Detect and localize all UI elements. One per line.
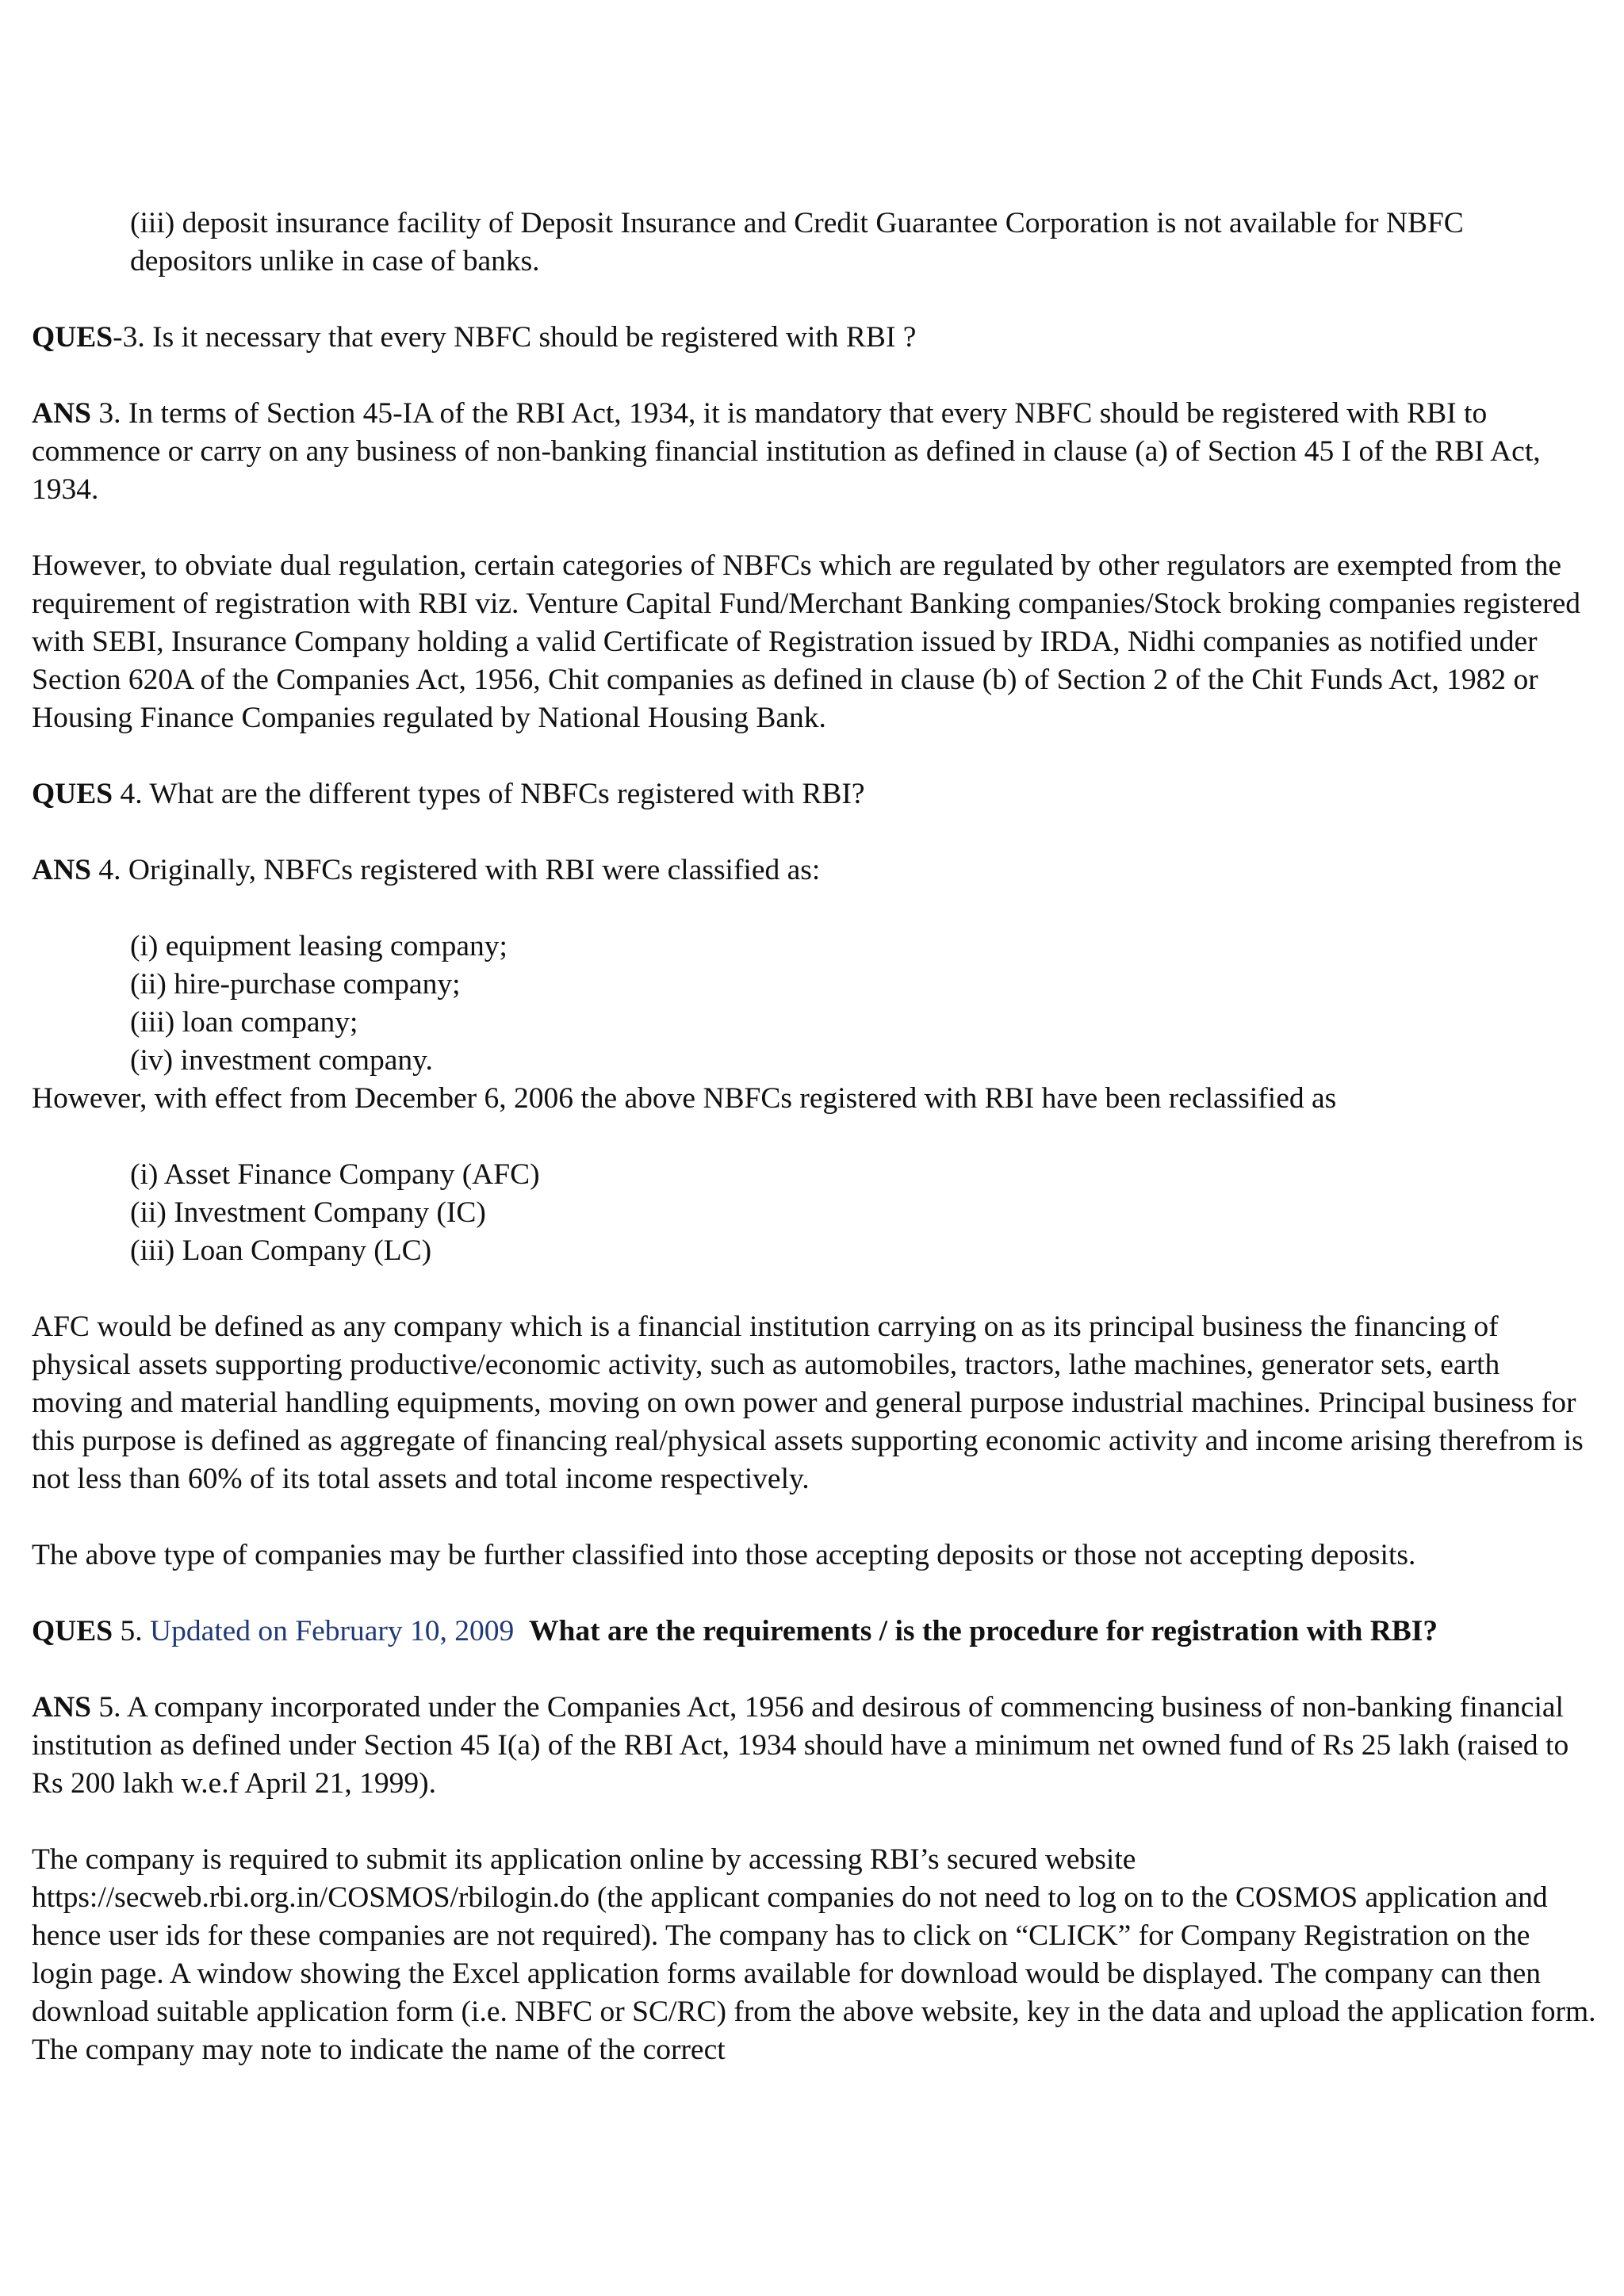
question-5 xyxy=(32,1613,1598,1651)
question-3 xyxy=(32,319,1598,357)
intro-list-item: (iii) deposit insurance facility of Deposit Insurance and Credit Guarantee Corporation is not available for NBFC depositors unlike in case of banks. xyxy=(130,207,1464,277)
answer-5-paragraph-2: The company is required to submit its application online by accessing RBI’s secured website https://secweb.rbi.org.in/COSMOS/rbilogin.do (the applicant companies do not need to log on to the COSMOS application and hence user ids for these companies are not required). The company has to click on “CLICK” for Company Registration on the login page. A window showing the Excel application forms available for download would be displayed. The company can then download suitable application form (i.e. NBFC or SC/RC) from the above website, key in the data and upload the application form. The company may note to indicate the name of the correct xyxy=(32,1843,1596,2066)
question-text: 4. What are the different types of NBFCs registered with RBI? xyxy=(113,778,865,810)
answer-3 xyxy=(32,395,1598,509)
question-4 xyxy=(32,775,1598,813)
question-number: 5. xyxy=(113,1615,150,1647)
list-item: (ii) Investment Company (IC) xyxy=(130,1196,486,1229)
list-item: (iv) investment company. xyxy=(130,1044,433,1077)
question-label: QUES xyxy=(32,1615,113,1647)
answer-text: 3. In terms of Section 45-IA of the RBI Act, 1934, it is mandatory that every NBFC should be registered with RBI to commence or carry on any business of non-banking financial institution as defined in clause (a) of Section 45 I of the RBI Act, 1934. xyxy=(32,397,1541,506)
answer-3-paragraph-2: However, to obviate dual regulation, certain categories of NBFCs which are regulated by other regulators are exempted from the requirement of registration with RBI viz. Venture Capital Fund/Merchant Banking companies/Stock broking companies registered with SEBI, Insurance Company holding a valid Certificate of Registration issued by IRDA, Nidhi companies as notified under Section 620A of the Companies Act, 1956, Chit companies as defined in clause (b) of Section 2 of the Chit Funds Act, 1982 or Housing Finance Companies regulated by National Housing Bank. xyxy=(32,549,1581,734)
afc-definition: AFC would be defined as any company which is a financial institution carrying on as its principal business the financing of physical assets supporting productive/economic activity, such as automobiles, tractors, lathe machines, generator sets, earth moving and material handling equipments, moving on own power and general purpose industrial machines. Principal business for this purpose is defined as aggregate of financing real/physical assets supporting economic activity and income arising therefrom is not less than 60% of its total assets and total income respectively. xyxy=(32,1311,1584,1495)
reclassification-text: However, with effect from December 6, 2006 the above NBFCs registered with RBI have been reclassified as xyxy=(32,1082,1337,1115)
question-label: QUES xyxy=(32,321,113,354)
answer-label: ANS xyxy=(32,397,92,430)
classification-note: The above type of companies may be further classified into those accepting deposits or those not accepting deposits. xyxy=(32,1539,1416,1571)
updated-note: Updated on February 10, 2009 xyxy=(150,1615,515,1647)
answer-text: 5. A company incorporated under the Companies Act, 1956 and desirous of commencing business of non-banking financial institution as defined under Section 45 I(a) of the RBI Act, 1934 should have a minimum net owned fund of Rs 25 lakh (raised to Rs 200 lakh w.e.f April 21, 1999). xyxy=(32,1691,1569,1800)
answer-label: ANS xyxy=(32,1691,92,1724)
list-item: (i) Asset Finance Company (AFC) xyxy=(130,1158,540,1191)
answer-text: 4. Originally, NBFCs registered with RBI were classified as: xyxy=(91,854,821,886)
list-item: (iii) loan company; xyxy=(130,1006,358,1039)
list-item: (i) equipment leasing company; xyxy=(130,930,508,962)
question-text: -3. Is it necessary that every NBFC should be registered with RBI ? xyxy=(113,321,917,354)
list-item: (iii) Loan Company (LC) xyxy=(130,1234,432,1267)
document-page xyxy=(32,205,1598,2069)
answer-4 xyxy=(32,851,1598,890)
answer-5 xyxy=(32,1689,1598,1803)
answer-label: ANS xyxy=(32,854,92,886)
question-text: What are the requirements / is the procedure for registration with RBI? xyxy=(529,1615,1438,1647)
question-label: QUES xyxy=(32,778,113,810)
new-types-list xyxy=(130,1156,1598,1270)
original-types-list xyxy=(130,928,1598,1080)
list-item: (ii) hire-purchase company; xyxy=(130,968,461,1001)
